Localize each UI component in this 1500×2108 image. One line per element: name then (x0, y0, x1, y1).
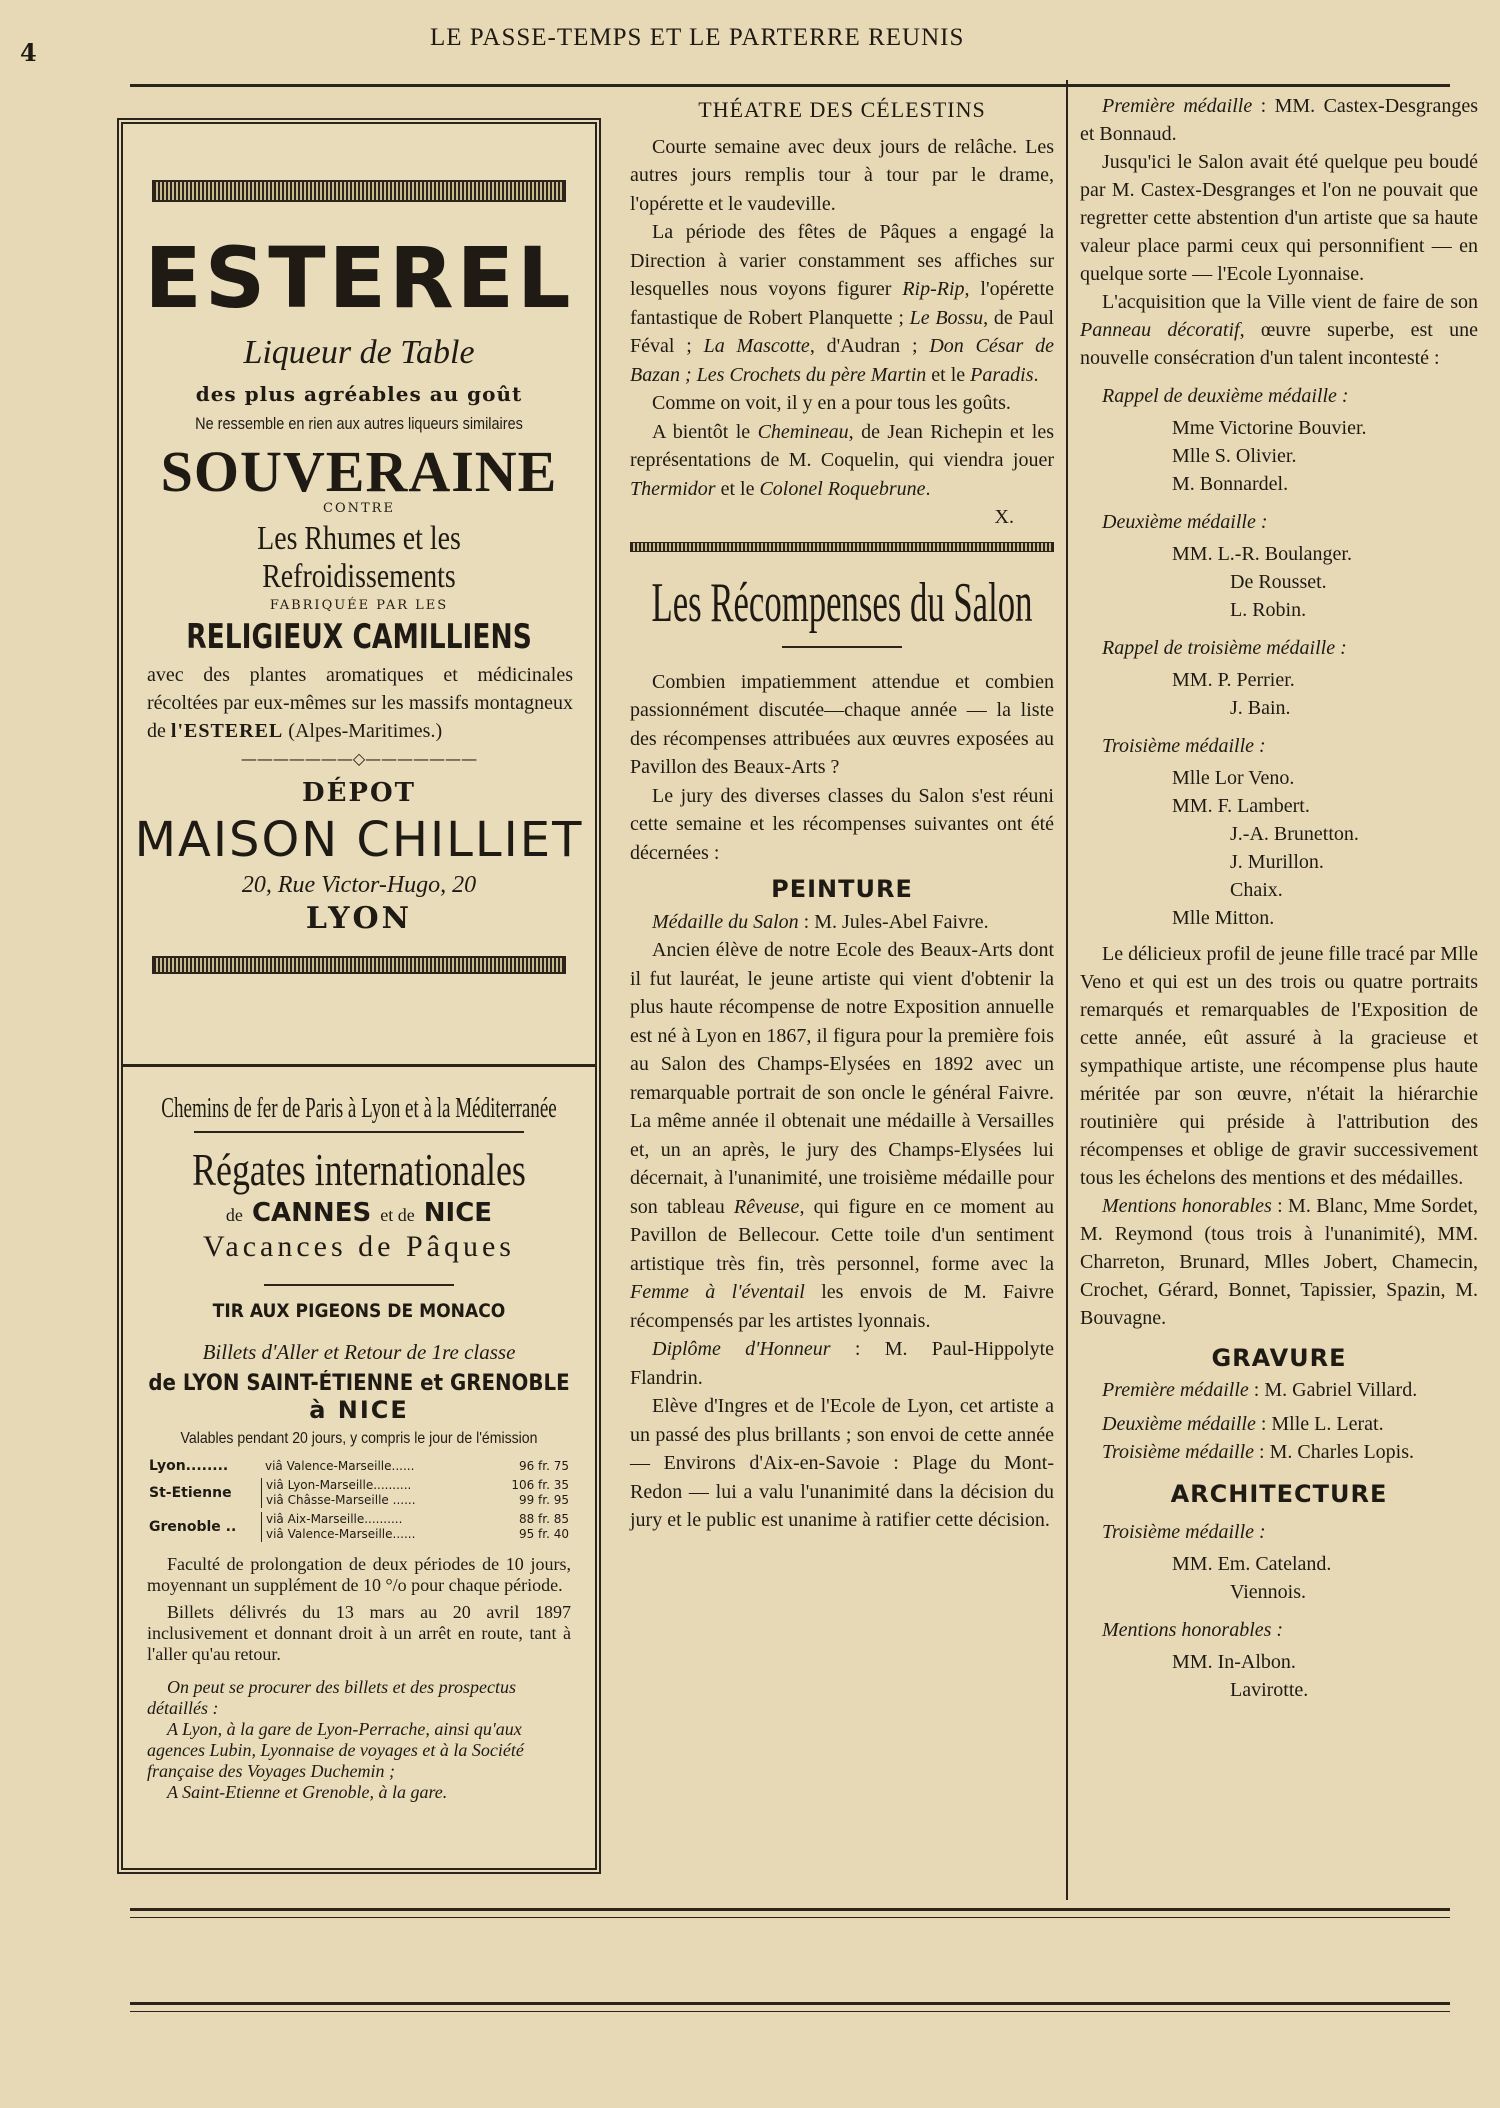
fare-price: 88 fr. 85 (518, 1512, 569, 1526)
fare-line (266, 1512, 569, 1527)
italic-text: Don César de Bazan ; Les Crochets du père Martin (630, 335, 1055, 386)
paragraph: Le délicieux profil de jeune fille tracé par Mlle Veno et qui est un des trois ou quatre portraits remarqués et remarquables de l'Exposition de cette année, eût assuré à la gracieuse et sympathique artiste, une récompense plus haute méritée par son œuvre, n'était la hiérarchie routinière qui préside à l'attribution des récompenses et oblige de gravir successivement tous les échelons des mentions et des médailles. (1080, 943, 1478, 1189)
name-list (1080, 414, 1478, 498)
ad-valables: Valables pendant 20 jours, y compris le jour de l'émission (180, 1430, 538, 1447)
italic-text: Panneau décoratif (1080, 319, 1240, 341)
fare-row (149, 1512, 569, 1542)
ad-tir: TIR AUX PIGEONS DE MONACO (212, 1300, 506, 1322)
text: et le (926, 363, 971, 386)
ad-souveraine: SOUVERAINE (160, 439, 558, 504)
list-item: Viennois. (1230, 1581, 1307, 1603)
signature: X. (994, 506, 1014, 528)
ad-cannes-mid: et de (380, 1205, 415, 1225)
paragraph (630, 218, 1054, 389)
fare-via: viâ Valence-Marseille...... (266, 1527, 416, 1541)
name-list (1080, 764, 1478, 932)
fare-city: Lyon........ (149, 1458, 229, 1474)
fare-routes (261, 1478, 569, 1508)
text: , de Jean Richepin et les représentations de M. Coquelin, qui viendra jouer (630, 420, 1054, 471)
list-item: L. Robin. (1230, 599, 1307, 621)
text: : M. Charles Lopis. (1254, 1441, 1415, 1463)
ad-cannes: CANNES (251, 1198, 372, 1228)
award-heading: Rappel de deuxième médaille : (1102, 385, 1349, 407)
italic-text: Première médaille (1102, 95, 1253, 117)
divider (264, 1284, 454, 1286)
paragraph (1080, 1192, 1478, 1332)
text: : M. Jules-Abel Faivre. (798, 910, 989, 933)
ad-rhumes: Les Rhumes et les Refroidissements (257, 520, 461, 595)
header-rule (130, 84, 1450, 87)
list-item: M. Bonnardel. (1172, 473, 1289, 495)
list-item: Chaix. (1230, 879, 1283, 901)
ad-procurer: On peut se procurer des billets et des prospectus détaillés : (147, 1677, 516, 1718)
text: les envois de M. Faivre récompensés par les artistes lyonnais. (630, 1281, 1054, 1332)
paragraph: Elève d'Ingres et de l'Ecole de Lyon, cet artiste a un passé des plus brillants ; son envoi de cette année — Environs d'Aix-en-Savoie : Plage du Mont-Redon — lui a valu l'unanimité dans la décision du jury et le public est unanime à ratifier cette décision. (630, 1395, 1054, 1531)
fare-line (265, 1459, 569, 1474)
section-heading-gravure: GRAVURE (1211, 1344, 1347, 1372)
list-item: MM. F. Lambert. (1172, 795, 1310, 817)
ad-body (123, 661, 595, 745)
list-item: J. Bain. (1230, 697, 1291, 719)
paragraph (1080, 1438, 1478, 1466)
text: , d'Audran ; (809, 335, 930, 357)
footer-rule (130, 2002, 1450, 2012)
footer-rule (130, 1908, 1450, 1918)
ad-address: 20, Rue Victor-Hugo, 20 (241, 872, 477, 898)
running-title: LE PASSE-TEMPS ET LE PARTERRE REUNIS (430, 24, 965, 51)
paragraph (630, 936, 1054, 1335)
text: : M. Blanc, Mme Sordet, M. Reymond (tous trois à l'unanimité), MM. Charreton, Brunard, Mlles Jobert, Chamecin, Crochet, Gérard, Bonnet, Tapissier, Spazin, M. Bouvagne. (1080, 1195, 1478, 1329)
list-item: Lavirotte. (1230, 1679, 1309, 1701)
italic-text: Diplôme d'Honneur (652, 1338, 831, 1360)
paragraph: Le jury des diverses classes du Salon s'est réuni cette semaine et les récompenses suivantes ont été décernées : (630, 784, 1054, 864)
text: . (1033, 363, 1039, 386)
list-item: Mme Victorine Bouvier. (1172, 417, 1367, 439)
ad-cannes-nice (123, 1198, 595, 1228)
ornament-bar (152, 180, 566, 202)
paragraph (1080, 288, 1478, 372)
ad-body-end: (Alpes-Maritimes.) (283, 720, 443, 742)
award-heading: Deuxième médaille : (1102, 511, 1268, 533)
text: , œuvre superbe, est une nouvelle consécration d'un talent incontesté : (1080, 319, 1478, 369)
italic-text: Le Bossu (909, 306, 984, 329)
paragraph (1080, 92, 1478, 148)
ad-delivres: Billets délivrés du 13 mars au 20 avril 1897 inclusivement et donnant droit à un arrêt en route, tant à l'aller qu'au retour. (147, 1602, 571, 1664)
ad-faculte: Faculté de prolongation de deux périodes de 10 jours, moyennant un supplément de 10 °/o pour chaque période. (147, 1554, 571, 1595)
fare-city: St-Etienne (149, 1485, 232, 1501)
fare-price: 95 fr. 40 (518, 1527, 569, 1541)
paragraph (630, 1335, 1054, 1392)
esterel-ad (123, 124, 595, 1054)
ad-st-etienne: A Saint-Etienne et Grenoble, à la gare. (167, 1782, 448, 1802)
list-item: De Rousset. (1230, 571, 1327, 593)
paragraph: Courte semaine avec deux jours de relâche. Les autres jours remplis tour à tour par le drame, l'opérette et le vaudeville. (630, 135, 1054, 215)
list-item: J.-A. Brunetton. (1230, 823, 1359, 845)
ad-depot: DÉPOT (302, 778, 416, 808)
text: : Mlle L. Lerat. (1255, 1413, 1384, 1435)
italic-text: Mentions honorables (1102, 1195, 1272, 1217)
ad-regates-title: Régates internationales (192, 1144, 526, 1195)
ad-nice: NICE (423, 1198, 493, 1228)
award-heading: Rappel de troisième médaille : (1102, 637, 1347, 659)
italic-text: Chemineau (757, 420, 849, 443)
ad-camilliens: RELIGIEUX CAMILLIENS (186, 617, 532, 657)
text: : MM. Castex-Desgranges et Bonnaud. (1080, 95, 1478, 145)
italic-text: Première médaille (1102, 1379, 1249, 1401)
ad-railway: Chemins de fer de Paris à Lyon et à la Méditerranée (161, 1093, 557, 1124)
list-item: MM. P. Perrier. (1172, 669, 1295, 691)
italic-text: Rêveuse (733, 1195, 800, 1218)
ad-body-bold: l'ESTEREL (170, 720, 284, 742)
text: A bientôt le (652, 420, 758, 443)
ad-tagline: des plus agréables au goût (195, 382, 523, 406)
name-list (1080, 666, 1478, 722)
text: La période des fêtes de Pâques a engagé la Direction à varier constamment ses affiches sur lesquelles nous voyons figurer (630, 221, 1054, 300)
fare-city: Grenoble .. (149, 1519, 237, 1535)
text: , qui figure en ce moment au Pavillon de Bellecour. Cette toile d'un sentiment artistique très fin, très personnel, forme avec la (630, 1195, 1054, 1275)
column-divider (1066, 80, 1068, 1900)
page-header (130, 18, 1450, 88)
fare-price: 96 fr. 75 (518, 1458, 569, 1473)
name-list (1080, 1550, 1478, 1606)
fare-routes (261, 1512, 569, 1542)
paragraph (1080, 1410, 1478, 1438)
divider (782, 646, 902, 648)
fare-table (149, 1458, 569, 1542)
list-item: MM. In-Albon. (1172, 1651, 1296, 1673)
theatre-title: THÉATRE DES CÉLESTINS (698, 97, 986, 122)
ad-note: Ne ressemble en rien aux autres liqueurs similaires (195, 414, 523, 433)
fare-line (266, 1493, 569, 1508)
award-heading: Troisième médaille : (1102, 1521, 1266, 1543)
list-item: Mlle S. Olivier. (1172, 445, 1297, 467)
section-heading-peinture: PEINTURE (771, 875, 913, 903)
ad-brand: ESTEREL (144, 229, 574, 327)
paragraph: Comme on voit, il y en a pour tous les goûts. (652, 392, 1011, 414)
text: L'acquisition que la Ville vient de faire de son (1102, 291, 1478, 313)
advertisement-box (117, 118, 601, 1874)
ad-city: LYON (305, 901, 413, 936)
italic-text: Troisième médaille (1102, 1441, 1255, 1463)
italic-text: Deuxième médaille (1102, 1413, 1256, 1435)
ornament-bar (152, 956, 566, 974)
list-item: J. Murillon. (1230, 851, 1324, 873)
italic-text: Médaille du Salon (652, 910, 799, 933)
section-divider (630, 542, 1054, 552)
list-item: MM. L.-R. Boulanger. (1172, 543, 1352, 565)
fare-via: viâ Aix-Marseille.......... (266, 1512, 403, 1526)
ad-fabriquee: FABRIQUÉE PAR LES (269, 598, 449, 613)
ad-vacances: Vacances de Pâques (203, 1230, 515, 1263)
ad-lyon-gare: A Lyon, à la gare de Lyon-Perrache, ainsi qu'aux agences Lubin, Lyonnaise de voyages et à la Société française des Voyages Duchemin ; (147, 1719, 524, 1781)
text: , de Paul Féval ; (630, 306, 1054, 357)
right-column (1080, 92, 1478, 1704)
fare-via: viâ Valence-Marseille...... (265, 1458, 415, 1473)
award-heading: Mentions honorables : (1102, 1619, 1284, 1641)
text: : M. Paul-Hippolyte Flandrin. (630, 1338, 1054, 1389)
fare-routes (261, 1459, 569, 1474)
fare-via: viâ Lyon-Marseille.......... (266, 1478, 412, 1492)
italic-text: Rip-Rip (902, 278, 965, 300)
text: , l'opérette fantastique de Robert Planquette ; (630, 278, 1054, 329)
text: Ancien élève de notre Ecole des Beaux-Arts dont il fut lauréat, le jeune artiste qui vient d'obtenir la plus haute récompense de notre Exposition annuelle est né à Lyon en 1867, il figura pour la première fois au Salon des Champs-Elysées en 1892 avec un remarquable portrait de son oncle le général Faivre. La même année il obtenait une médaille à Versailles et, un an après, le jury des Champs-Elysées lui décernait, à l'unanimité, une troisième médaille pour son tableau (630, 939, 1054, 1218)
italic-text: Thermidor (630, 477, 716, 500)
ornament-icon: ———————◇——————— (240, 749, 478, 768)
ad-destination: à NICE (309, 1396, 409, 1424)
ad-origins: de LYON SAINT-ÉTIENNE et GRENOBLE (148, 1371, 570, 1396)
italic-text: Paradis (970, 363, 1034, 386)
middle-column (630, 90, 1054, 1535)
paragraph: Combien impatiemment attendue et combien passionnément discutée—chaque année — la liste des récompenses attribuées aux œuvres exposées au Pavillon des Beaux-Arts ? (630, 670, 1054, 778)
list-item: Mlle Lor Veno. (1172, 767, 1295, 789)
fare-line (266, 1478, 569, 1493)
list-item: MM. Em. Cateland. (1172, 1553, 1332, 1575)
ad-subtitle: Liqueur de Table (243, 334, 475, 371)
text: : M. Gabriel Villard. (1248, 1379, 1418, 1401)
text: . (925, 477, 931, 500)
fare-via: viâ Châsse-Marseille ...... (266, 1493, 416, 1507)
page-number: 4 (20, 38, 37, 67)
name-list (1080, 540, 1478, 624)
section-heading-architecture: ARCHITECTURE (1170, 1480, 1388, 1508)
italic-text: Colonel Roquebrune (759, 477, 926, 500)
paragraph (630, 908, 1054, 937)
fare-price: 106 fr. 35 (511, 1478, 569, 1492)
fare-row (149, 1478, 569, 1508)
name-list (1080, 1648, 1478, 1704)
ad-contre: CONTRE (323, 501, 395, 516)
list-item: Mlle Mitton. (1172, 907, 1275, 929)
paragraph (630, 418, 1054, 504)
ad-body-start: avec des plantes aromatiques et médicinales récoltées par eux-mêmes sur les massifs montagneux de (147, 664, 573, 742)
paragraph (1080, 1376, 1478, 1404)
regates-ad (123, 1064, 595, 1803)
italic-text: La Mascotte (703, 335, 810, 357)
ad-cannes-pre: de (225, 1205, 243, 1225)
divider (194, 1131, 524, 1133)
fare-row (149, 1458, 569, 1474)
fare-price: 99 fr. 95 (518, 1493, 569, 1507)
fare-line (266, 1527, 569, 1542)
text: et le (715, 477, 760, 500)
award-heading: Troisième médaille : (1102, 735, 1266, 757)
ad-billets: Billets d'Aller et Retour de 1re classe (202, 1340, 516, 1364)
italic-text: Femme à l'éventail (630, 1281, 805, 1303)
ad-maison: MAISON CHILLIET (134, 812, 584, 868)
article-title: Les Récompenses du Salon (651, 571, 1033, 634)
paragraph: Jusqu'ici le Salon avait été quelque peu boudé par M. Castex-Desgranges et l'on ne pouvait que regretter cette abstention d'un artiste que sa haute valeur place parmi ceux qui personnifient — en quelque sorte — l'Ecole Lyonnaise. (1080, 151, 1478, 285)
